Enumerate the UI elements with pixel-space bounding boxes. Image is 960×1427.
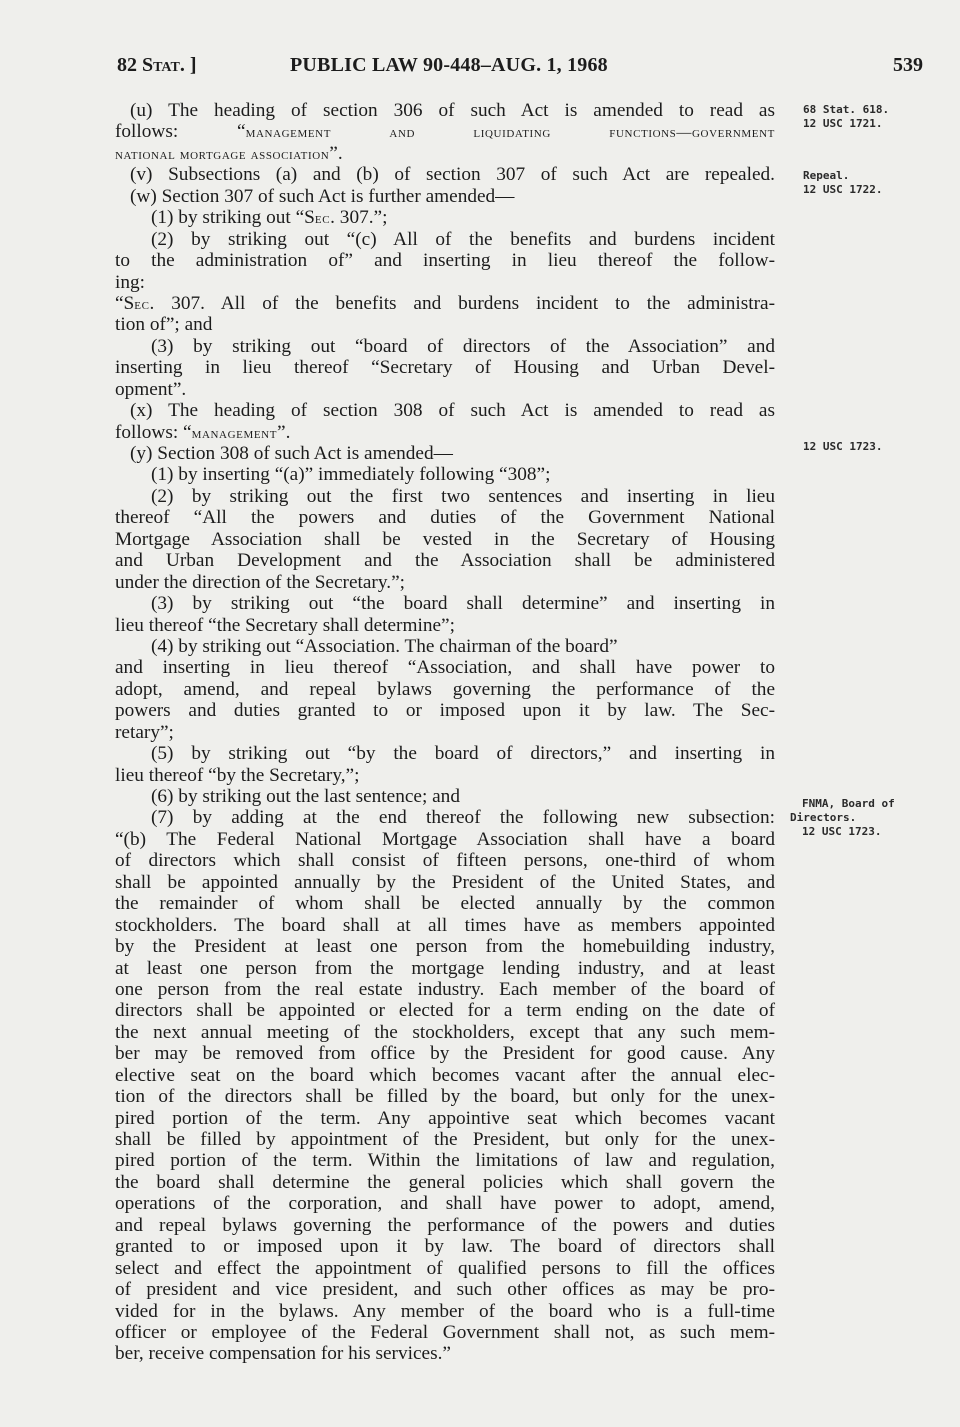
- text-line: [115, 422, 775, 443]
- margin-note-repeal: [803, 169, 882, 197]
- text-line: [115, 786, 775, 807]
- text-line: [115, 743, 775, 764]
- text-line: [115, 850, 775, 871]
- text-line: [115, 1043, 775, 1064]
- text-line: [115, 1215, 775, 1236]
- text-segment: (u) The heading of section 306 of such Act is amended to read as: [130, 100, 775, 121]
- text-line: [115, 143, 775, 164]
- small-caps-text: management: [191, 425, 278, 442]
- text-line: [115, 679, 775, 700]
- text-segment: (1) by striking out “S: [151, 207, 315, 229]
- text-segment: follows: “: [115, 121, 246, 143]
- text-segment: to the administration of” and inserting in lieu thereof the follow-: [115, 250, 775, 272]
- text-segment: (y) Section 308 of such Act is amended—: [130, 443, 453, 464]
- page-number: 539: [893, 54, 923, 76]
- text-line: [115, 272, 775, 293]
- text-line: [115, 357, 775, 378]
- text-line: [115, 250, 775, 271]
- text-line: [115, 1258, 775, 1279]
- text-segment: inserting in lieu thereof “Secretary of Housing and Urban Devel-: [115, 357, 775, 379]
- text-segment: at least one person from the mortgage lending industry, and at least: [115, 957, 775, 979]
- text-line: [115, 464, 775, 485]
- text-segment: ber may be removed from office by the President for good cause. Any: [115, 1043, 775, 1065]
- text-segment: (x) The heading of section 308 of such Act is amended to read as: [130, 400, 775, 422]
- text-line: [115, 486, 775, 507]
- text-segment: officer or employee of the Federal Government shall not, as such mem-: [115, 1321, 775, 1343]
- text-line: [115, 1086, 775, 1107]
- text-segment: tion of”; and: [115, 314, 213, 336]
- text-segment: powers and duties granted to or imposed upon it by law. The Sec-: [115, 700, 775, 722]
- margin-note-line: 12 USC 1723.: [802, 825, 882, 838]
- text-segment: “(b) The Federal National Mortgage Association shall have a board: [115, 828, 775, 850]
- margin-note-line: 12 USC 1723.: [803, 440, 883, 453]
- text-segment: (3) by striking out “the board shall determine” and inserting in: [151, 593, 775, 615]
- text-segment: lieu thereof “the Secretary shall determine”;: [115, 614, 455, 636]
- margin-note-line: 68 Stat. 618.: [803, 103, 890, 116]
- text-line: [115, 1193, 775, 1214]
- text-line: [115, 765, 775, 786]
- text-line: [115, 100, 775, 121]
- text-segment: . 307.”;: [330, 207, 388, 229]
- text-segment: the remainder of whom shall be elected annually by the common: [115, 893, 775, 915]
- text-line: [115, 700, 775, 721]
- text-line: [115, 1322, 775, 1343]
- margin-note-citation: [803, 440, 882, 454]
- text-line: [115, 1000, 775, 1021]
- text-line: [115, 636, 775, 657]
- text-line: [115, 1022, 775, 1043]
- text-segment: stockholders. The board shall at all times have as members appointed: [115, 914, 775, 936]
- text-segment: (6) by striking out the last sentence; and: [151, 786, 460, 807]
- text-line: [115, 550, 775, 571]
- text-line: [115, 1343, 775, 1364]
- text-segment: (3) by striking out “board of directors of the Association” and: [151, 335, 775, 357]
- text-segment: and repeal bylaws governing the performance of the powers and duties: [115, 1214, 775, 1236]
- text-segment: of president and vice president, and such other offices as may be pro-: [115, 1279, 775, 1301]
- text-line: [115, 1236, 775, 1257]
- margin-note-citation: [803, 103, 889, 131]
- text-segment: operations of the corporation, and shall have power to adopt, amend,: [115, 1193, 775, 1215]
- margin-note-line: FNMA, Board of: [802, 797, 895, 810]
- text-segment: the next annual meeting of the stockholders, except that any such mem-: [115, 1021, 775, 1043]
- text-segment: of directors which shall consist of fifteen persons, one-third of whom: [115, 850, 775, 872]
- text-line: [115, 207, 775, 228]
- text-line: [115, 1065, 775, 1086]
- text-segment: and inserting in lieu thereof “Association, and shall have power to: [115, 657, 775, 679]
- text-segment: shall be filled by appointment of the President, but only for the unex-: [115, 1129, 775, 1150]
- text-line: [115, 121, 775, 142]
- text-line: [115, 722, 775, 743]
- text-segment: shall be appointed annually by the President of the United States, and: [115, 871, 775, 893]
- text-line: [115, 1150, 775, 1171]
- text-line: [115, 1108, 775, 1129]
- text-segment: (v) Subsections (a) and (b) of section 307 of such Act are repealed.: [130, 164, 775, 186]
- running-head-stat: 82 Stat. ]: [117, 54, 197, 76]
- text-segment: ing:: [115, 271, 145, 293]
- small-caps-text: management and liquidating functions—government: [245, 125, 775, 142]
- margin-note-line: Directors.: [790, 811, 857, 824]
- margin-note-line: 12 USC 1722.: [803, 183, 883, 196]
- statute-body-text: [115, 100, 775, 1365]
- text-segment: “S: [115, 292, 135, 314]
- text-line: [115, 979, 775, 1000]
- text-line: [115, 915, 775, 936]
- text-line: [115, 1301, 775, 1322]
- text-segment: (w) Section 307 of such Act is further amended—: [130, 185, 515, 207]
- text-line: [115, 958, 775, 979]
- text-segment: vided for in the bylaws. Any member of the board who is a full-time: [115, 1300, 775, 1322]
- text-line: [115, 593, 775, 614]
- text-line: [115, 164, 775, 185]
- text-segment: (4) by striking out “Association. The chairman of the board”: [151, 635, 618, 657]
- text-line: [115, 807, 775, 828]
- text-line: [115, 829, 775, 850]
- margin-note-line: Repeal.: [803, 169, 850, 182]
- text-line: [115, 229, 775, 250]
- text-line: [115, 379, 775, 400]
- small-caps-text: ec: [314, 211, 331, 228]
- margin-note-fnma-board: [790, 797, 895, 839]
- text-line: [115, 186, 775, 207]
- text-segment: lieu thereof “by the Secretary,”;: [115, 764, 360, 786]
- text-segment: . 307. All of the benefits and burdens incident to the administra-: [149, 292, 775, 314]
- text-segment: elective seat on the board which becomes vacant after the annual elec-: [115, 1064, 775, 1086]
- text-segment: follows: “: [115, 421, 192, 443]
- text-segment: Mortgage Association shall be vested in the Secretary of Housing: [115, 528, 775, 550]
- text-line: [115, 336, 775, 357]
- small-caps-text: national mortgage association: [115, 146, 330, 163]
- text-segment: select and effect the appointment of qualified persons to fill the offices: [115, 1257, 775, 1279]
- text-line: [115, 314, 775, 335]
- text-line: [115, 293, 775, 314]
- text-segment: (2) by striking out “(c) All of the benefits and burdens incident: [151, 228, 775, 250]
- small-caps-text: ec: [134, 296, 150, 313]
- text-line: [115, 872, 775, 893]
- text-line: [115, 936, 775, 957]
- text-line: [115, 507, 775, 528]
- text-segment: directors shall be appointed or elected for a term ending on the date of: [115, 1000, 775, 1022]
- text-segment: retary”;: [115, 721, 174, 743]
- text-segment: (2) by striking out the first two sentences and inserting in lieu: [151, 485, 775, 507]
- text-segment: opment”.: [115, 378, 187, 400]
- text-segment: the board shall determine the general policies which shall govern the: [115, 1171, 775, 1193]
- text-segment: one person from the real estate industry. Each member of the board of: [115, 978, 775, 1000]
- text-segment: (7) by adding at the end thereof the following new subsection:: [151, 807, 775, 829]
- text-line: [115, 572, 775, 593]
- text-segment: and Urban Development and the Association shall be administered: [115, 550, 775, 572]
- text-line: [115, 443, 775, 464]
- text-segment: pired portion of the term. Within the limitations of law and regulation,: [115, 1150, 775, 1172]
- text-segment: by the President at least one person from the homebuilding industry,: [115, 936, 775, 958]
- text-segment: tion of the directors shall be filled by the board, but only for the unex-: [115, 1086, 775, 1108]
- text-segment: (5) by striking out “by the board of directors,” and inserting in: [151, 743, 775, 765]
- text-segment: ”.: [329, 142, 343, 164]
- text-line: [115, 657, 775, 678]
- text-line: [115, 893, 775, 914]
- text-line: [115, 615, 775, 636]
- text-line: [115, 1279, 775, 1300]
- text-segment: granted to or imposed upon it by law. The board of directors shall: [115, 1236, 775, 1258]
- running-head-title: PUBLIC LAW 90-448–AUG. 1, 1968: [290, 54, 608, 76]
- text-line: [115, 1172, 775, 1193]
- text-line: [115, 400, 775, 421]
- margin-note-line: 12 USC 1721.: [803, 117, 883, 130]
- text-segment: under the direction of the Secretary.”;: [115, 571, 405, 593]
- text-segment: ”.: [277, 421, 291, 443]
- text-segment: pired portion of the term. Any appointive seat which becomes vacant: [115, 1107, 775, 1129]
- text-line: [115, 529, 775, 550]
- text-segment: adopt, amend, and repeal bylaws governing the performance of the: [115, 678, 775, 700]
- text-line: [115, 1129, 775, 1150]
- text-segment: ber, receive compensation for his services.”: [115, 1343, 451, 1365]
- text-segment: (1) by inserting “(a)” immediately following “308”;: [151, 464, 551, 486]
- text-segment: thereof “All the powers and duties of the Government National: [115, 507, 775, 529]
